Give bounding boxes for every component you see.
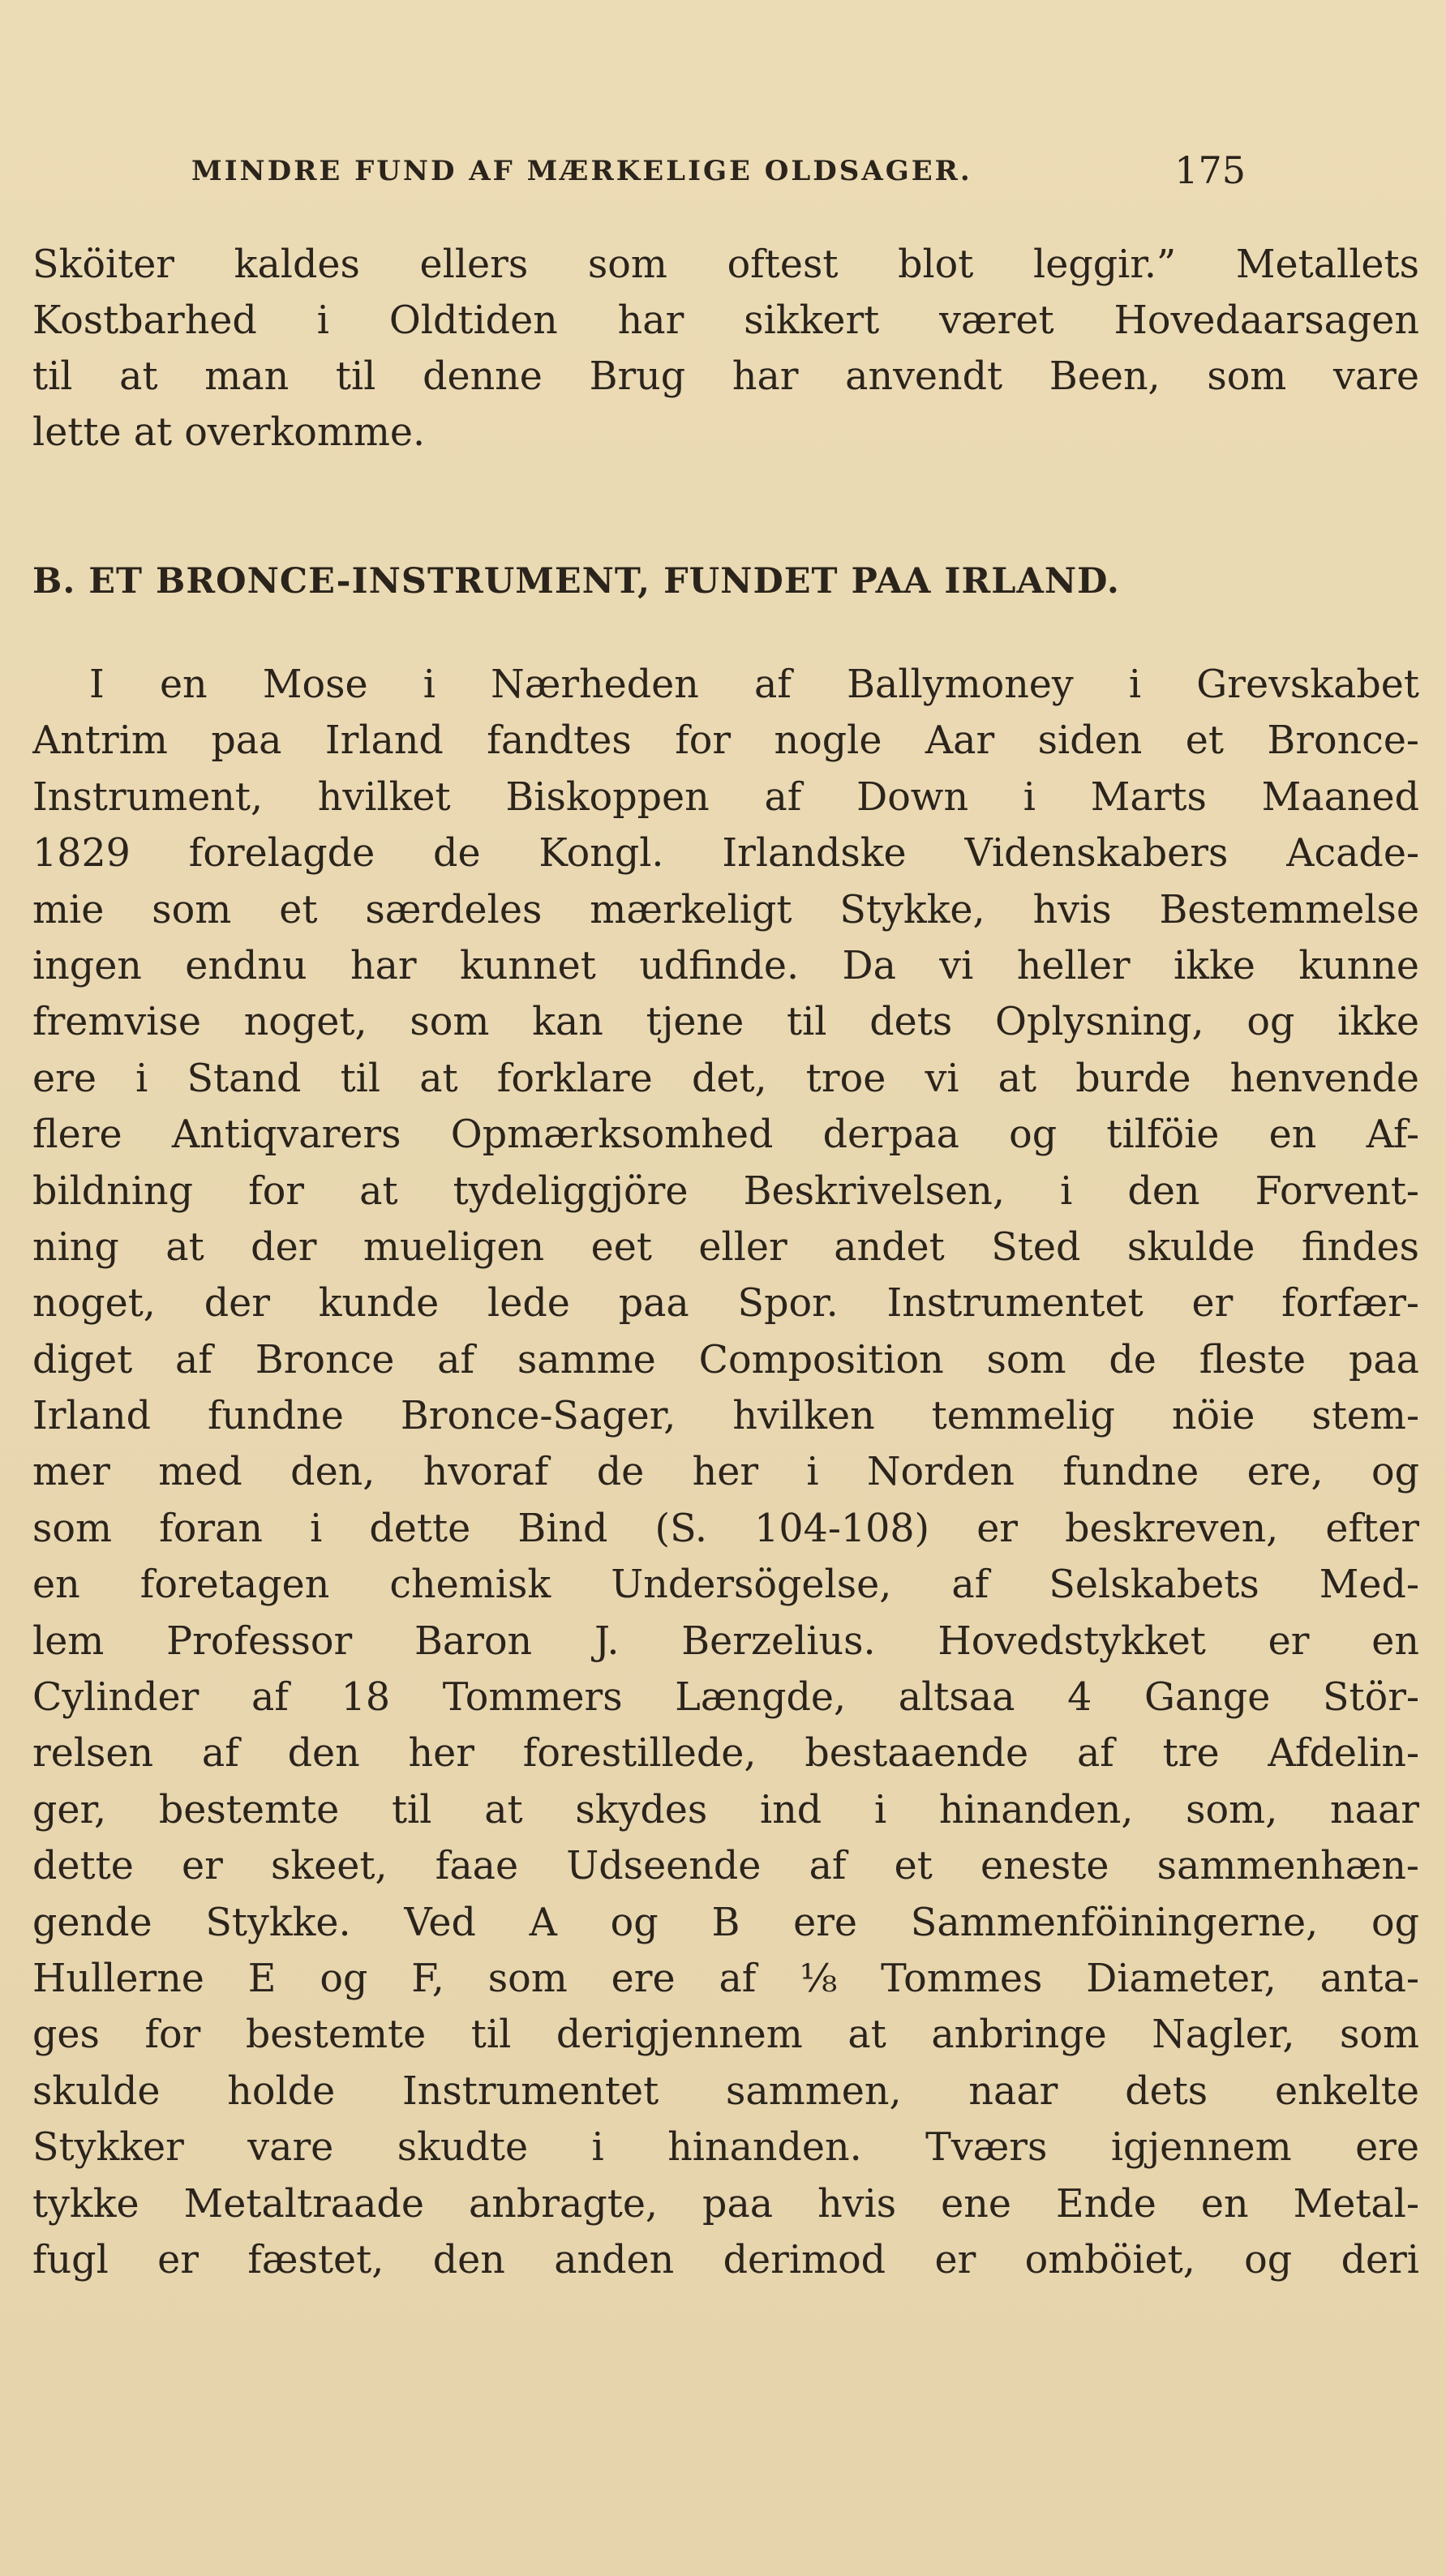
text-line: noget, der kunde lede paa Spor. Instrumentet er forfær- <box>32 1281 1419 1327</box>
text-line: fugl er fæstet, den anden derimod er omböiet, og deri <box>32 2237 1419 2282</box>
continuation-paragraph <box>32 237 1419 461</box>
text-line: Sköiter kaldes ellers som oftest blot leggir.” Metallets <box>32 242 1419 287</box>
text-line: tykke Metaltraade anbragte, paa hvis ene Ende en Metal- <box>32 2181 1419 2227</box>
section-paragraph <box>32 657 1419 2288</box>
text-line: flere Antiqvarers Opmærksomhed derpaa og tilföie en Af- <box>32 1112 1419 1158</box>
text-line: ning at der mueligen eet eller andet Sted skulde findes <box>32 1224 1419 1270</box>
text-line: ger, bestemte til at skydes ind i hinanden, som, naar <box>32 1787 1419 1832</box>
text-line: Instrument, hvilket Biskoppen af Down i Marts Maaned <box>32 774 1419 820</box>
text-line: fremvise noget, som kan tjene til dets Oplysning, og ikke <box>32 1000 1419 1045</box>
text-line: ges for bestemte til derigjennem at anbringe Nagler, som <box>32 2012 1419 2058</box>
text-line: bildning for at tydeliggjöre Beskrivelsen, i den Forvent- <box>32 1168 1419 1214</box>
text-line: dette er skeet, faae Udseende af et eneste sammenhæn- <box>32 1844 1419 1889</box>
section-heading: B. ET BRONCE-INSTRUMENT, FUNDET PAA IRLAND. <box>32 561 1120 602</box>
text-line: som foran i dette Bind (S. 104-108) er beskreven, efter <box>32 1506 1419 1551</box>
text-line: ere i Stand til at forklare det, troe vi at burde henvende <box>32 1056 1419 1101</box>
text-line: 1829 forelagde de Kongl. Irlandske Videnskabers Acade- <box>32 831 1419 877</box>
text-line: ingen endnu har kunnet udfinde. Da vi heller ikke kunne <box>32 943 1419 988</box>
text-line: mer med den, hvoraf de her i Norden fundne ere, og <box>32 1450 1419 1495</box>
text-line: en foretagen chemisk Undersögelse, af Selskabets Med- <box>32 1562 1419 1608</box>
text-line: Stykker vare skudte i hinanden. Tværs igjennem ere <box>32 2125 1419 2171</box>
text-line: Hullerne E og F, som ere af ⅛ Tommes Diameter, anta- <box>32 1956 1419 2001</box>
text-line: Irland fundne Bronce-Sager, hvilken temmelig nöie stem- <box>32 1394 1419 1439</box>
text-line: diget af Bronce af samme Composition som de fleste paa <box>32 1337 1419 1382</box>
text-line: I en Mose i Nærheden af Ballymoney i Grevskabet <box>89 662 1419 707</box>
running-title: MINDRE FUND AF MÆRKELIGE OLDSAGER. <box>191 155 972 187</box>
text-line: Kostbarhed i Oldtiden har sikkert været Hovedaarsagen <box>32 298 1419 343</box>
page-number: 175 <box>1174 148 1246 192</box>
text-line: skulde holde Instrumentet sammen, naar dets enkelte <box>32 2068 1419 2114</box>
text-line: mie som et særdeles mærkeligt Stykke, hvis Bestemmelse <box>32 887 1419 932</box>
running-head <box>191 148 1246 205</box>
text-line: lem Professor Baron J. Berzelius. Hovedstykket er en <box>32 1618 1419 1664</box>
text-line: lette at overkomme. <box>32 410 426 455</box>
text-line: Antrim paa Irland fandtes for nogle Aar siden et Bronce- <box>32 718 1419 764</box>
text-line: Cylinder af 18 Tommers Længde, altsaa 4 Gange Stör- <box>32 1675 1419 1721</box>
text-line: gende Stykke. Ved A og B ere Sammenföiningerne, og <box>32 1900 1419 1945</box>
text-line: relsen af den her forestillede, bestaaende af tre Afdelin- <box>32 1731 1419 1777</box>
text-line: til at man til denne Brug har anvendt Been, som vare <box>32 354 1419 399</box>
